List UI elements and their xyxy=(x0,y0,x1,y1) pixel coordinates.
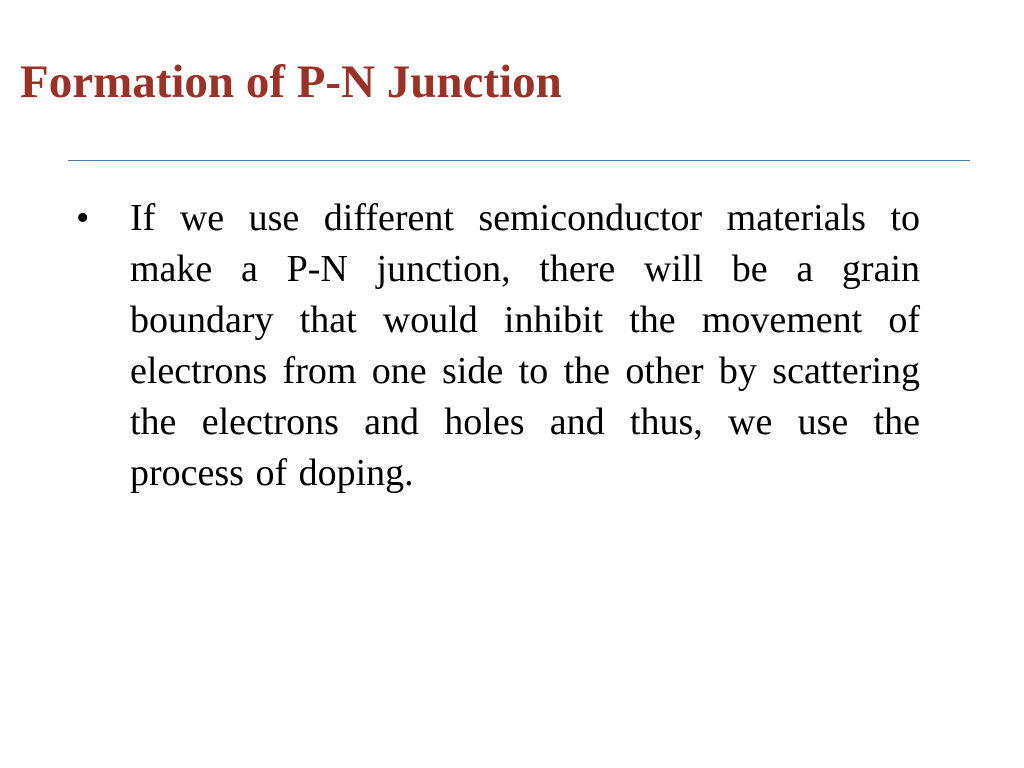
bullet-marker: • xyxy=(76,197,90,239)
slide-title: Formation of P-N Junction xyxy=(20,56,562,108)
title-divider xyxy=(68,160,970,161)
bullet-list xyxy=(76,193,920,499)
bullet-item xyxy=(76,193,920,499)
bullet-text: If we use different semiconductor materials to make a P-N junction, there will be a grain boundary that would inhibit the movement of electrons from one side to the other by scattering the electrons and holes and thus, we use the process of doping. xyxy=(130,197,920,494)
